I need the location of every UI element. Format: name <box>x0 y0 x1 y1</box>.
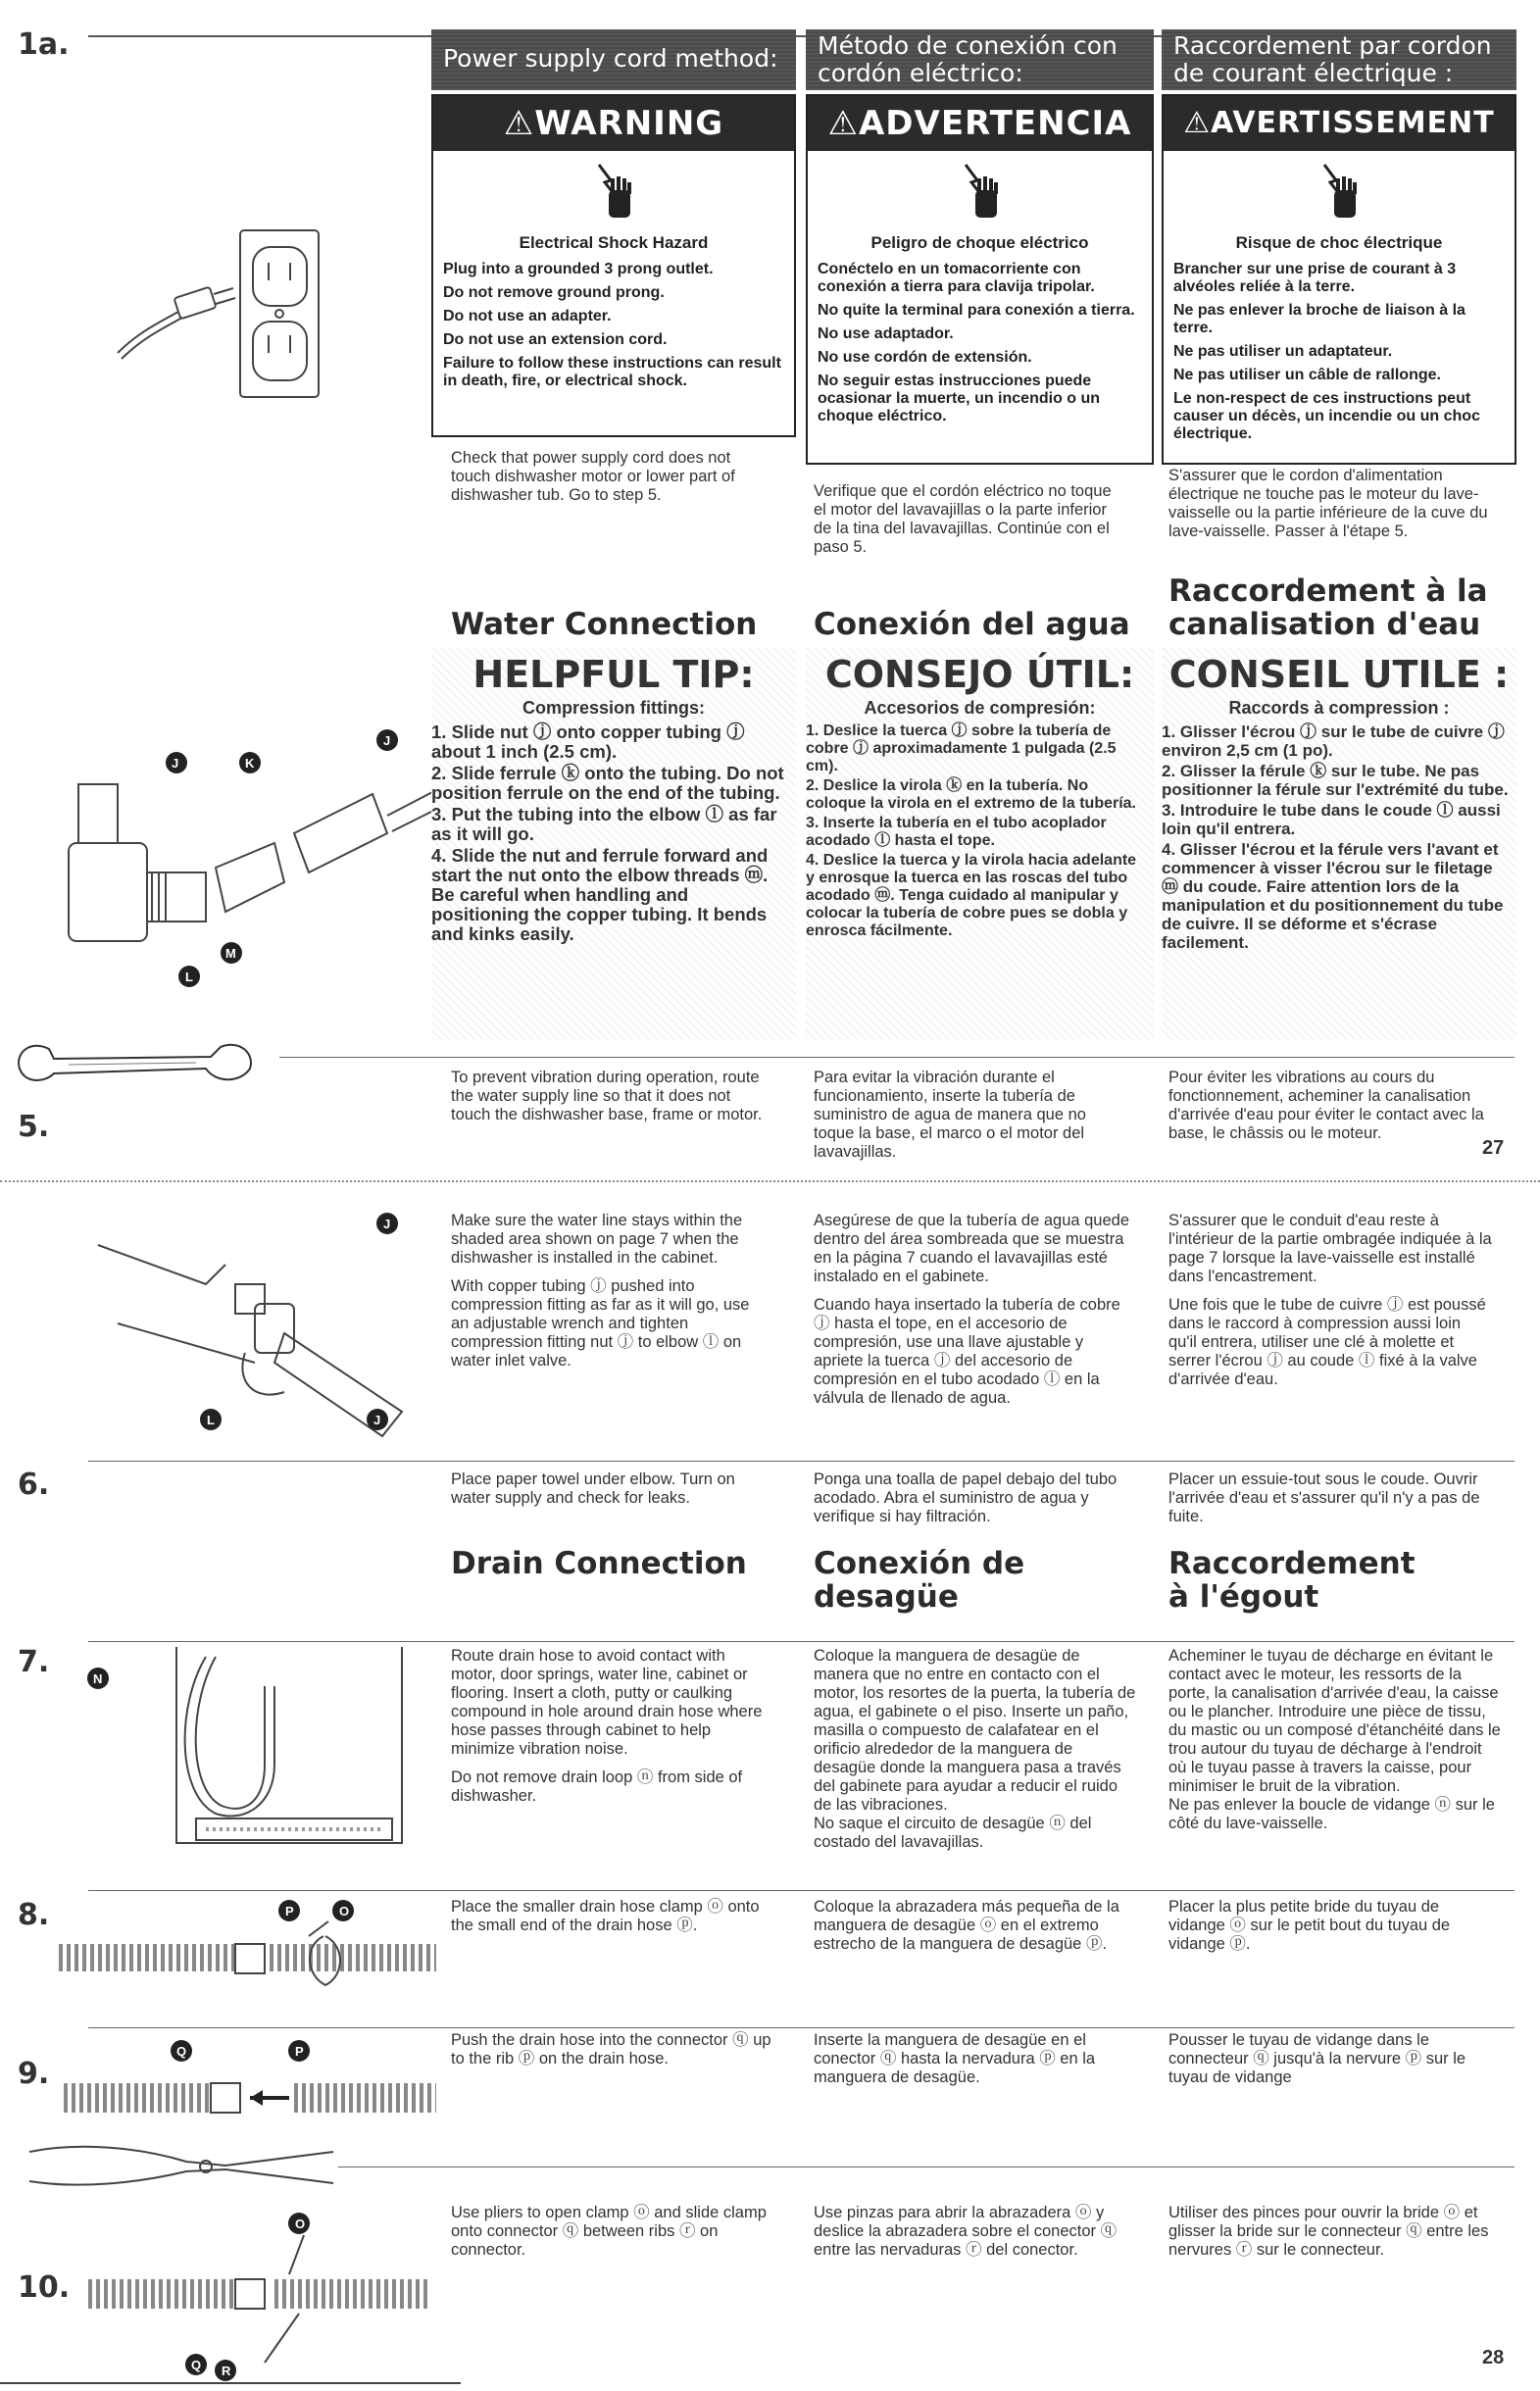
wrench-on-fitting-illustration <box>88 1206 412 1451</box>
callout-q: Q <box>191 2358 202 2372</box>
tip-subtitle-es: Accesorios de compresión: <box>864 698 1096 718</box>
warning-line: Do not use an extension cord. <box>443 331 668 348</box>
tip-item: 2. Deslice la virola ⓚ en la tubería. No coloque la virola en el extremo de la tubería. <box>806 777 1136 812</box>
paragraph: No saque el circuito de desagüe ⓝ del costado del lavavajillas. <box>814 1815 1092 1851</box>
pliers-clamp-illustration <box>78 2206 441 2382</box>
tip-subtitle-en: Compression fittings: <box>522 698 705 718</box>
warning-subtitle-en: Electrical Shock Hazard <box>519 233 709 252</box>
water-connection-heading-fr: Raccordement à la canalisation d'eau <box>1168 573 1488 642</box>
callout-l: L <box>207 1413 215 1427</box>
tip-item: 3. Introduire le tube dans le coude ⓛ aussi loin qu'il entrera. <box>1162 801 1501 838</box>
tip-item: 3. Inserte la tubería en el tubo acoplador acodado ⓛ hasta el tope. <box>806 815 1107 849</box>
callout-o: O <box>295 2217 306 2231</box>
warning-line: Do not remove ground prong. <box>443 284 665 301</box>
step-number-10: 10. <box>18 2270 71 2305</box>
paragraph: S'assurer que le conduit d'eau reste à l'intérieur de la partie ombragée indiquée à la page 7 lorsque la lave-vaisselle est installé dans l'encastrement. <box>1168 1212 1492 1285</box>
callout-l: L <box>185 970 193 984</box>
step7-rule <box>88 1641 1515 1642</box>
step10-text-es: Use pinzas para abrir la abrazadera ⓞ y deslice la abrazadera sobre el conector ⓠ entre las nervaduras ⓡ del conector. <box>814 2204 1118 2259</box>
callout-j: J <box>383 1217 391 1231</box>
step7-text-es <box>814 1647 1137 1852</box>
header-power-cord-es: Método de conexión con cordón eléctrico: <box>806 29 1154 90</box>
paragraph: Route drain hose to avoid contact with motor, door springs, water line, cabinet or flooring. Insert a cloth, putty or caulking compound in hole around drain hose where hose passes through cabinet to help minimize vibration noise. <box>451 1647 763 1758</box>
header-power-cord-fr: Raccordement par cordon de courant électrique : <box>1162 29 1516 90</box>
header-power-cord-en: Power supply cord method: <box>431 29 796 90</box>
helpful-tip-es <box>806 647 1154 1039</box>
tip-item: 3. Put the tubing into the elbow ⓛ as far as it will go. <box>431 804 777 844</box>
tip-item: 2. Glisser la férule ⓚ sur le tube. Ne pas positionner la férule sur l'extrémité du tube. <box>1162 762 1509 799</box>
paragraph: Asegúrese de que la tubería de agua quede dentro del área sombreada que se muestra en la página 7 cuando el lavavajillas esté instalado en el gabinete. <box>814 1212 1130 1285</box>
step-number-8: 8. <box>18 1898 50 1932</box>
step-number-9: 9. <box>18 2057 50 2091</box>
step7-text-en <box>451 1647 774 1806</box>
step5b-text-es <box>814 1212 1137 1408</box>
step5b-text-en <box>451 1212 765 1370</box>
tip-item: 1. Glisser l'écrou ⓙ sur le tube de cuivre ⓙ environ 2,5 cm (1 po). <box>1162 722 1505 760</box>
tip-item: 4. Slide the nut and ferrule forward and start the nut onto the elbow threads ⓜ. Be careful when handling and positioning the copper tubing. It bends and kinks easily. <box>431 845 769 944</box>
callout-q: Q <box>176 2044 187 2059</box>
warning-line: Conéctelo en un tomacorriente con conexión a tierra para clavija tripolar. <box>818 261 1095 295</box>
tip-title-fr: CONSEIL UTILE : <box>1168 653 1510 696</box>
warning-box-es <box>806 94 1154 465</box>
paragraph: Une fois que le tube de cuivre ⓙ est poussé dans le raccord à compression aussi loin qu'il entrera, utiliser une clé à molette et serrer l'écrou ⓙ au coude ⓛ fixé à la valve d'arrivée d'eau. <box>1168 1296 1486 1388</box>
drain-connection-heading-es: Conexión de desagüe <box>814 1546 1025 1615</box>
warning-line: No use cordón de extensión. <box>818 349 1032 366</box>
step-number-6: 6. <box>18 1468 50 1502</box>
warning-box-en <box>431 94 796 437</box>
callout-m: M <box>225 946 236 961</box>
step-number-7: 7. <box>18 1645 50 1679</box>
drain-connection-heading-en: Drain Connection <box>451 1546 747 1581</box>
step7-text-fr <box>1168 1647 1502 1833</box>
warning-box-fr <box>1162 94 1516 465</box>
page-number-28: 28 <box>1482 2347 1505 2368</box>
warning-line: No quite la terminal para conexión a tierra. <box>818 302 1135 319</box>
callout-k: K <box>245 756 255 771</box>
electric-shock-hand-icon <box>591 161 636 222</box>
paragraph: Make sure the water line stays within the shaded area shown on page 7 when the dishwasher is installed in the cabinet. <box>451 1212 743 1267</box>
step10-text-fr: Utiliser des pinces pour ouvrir la bride ⓞ et glisser la bride sur le connecteur ⓠ entre les nervures ⓡ sur le connecteur. <box>1168 2204 1489 2259</box>
electric-shock-hand-icon <box>1316 161 1362 222</box>
step6-text-en: Place paper towel under elbow. Turn on water supply and check for leaks. <box>451 1470 735 1507</box>
callout-o: O <box>339 1904 350 1918</box>
bottom-rule <box>0 2382 461 2384</box>
tip-item: 4. Glisser l'écrou et la férule vers l'avant et commencer à visser l'écrou sur le filetage ⓜ du coude. Faire attention lors de la manipulation et du positionnement du tube de cuivre. Il se déforme et s'écrase facilement. <box>1162 840 1504 952</box>
step8-text-en: Place the smaller drain hose clamp ⓞ onto the small end of the drain hose ⓟ. <box>451 1898 760 1934</box>
cord-check-text-es: Verifique que el cordón eléctrico no toque el motor del lavavajillas o la parte inferior de la tina del lavavajillas. Continúe con el paso 5. <box>814 482 1112 556</box>
callout-j: J <box>373 1413 381 1427</box>
step6-text-fr: Placer un essuie-tout sous le coude. Ouvrir l'arrivée d'eau et s'assurer qu'il n'y a pas de fuite. <box>1168 1470 1480 1525</box>
warning-line: Ne pas utiliser un adaptateur. <box>1173 343 1393 360</box>
step5-text-fr: Pour éviter les vibrations au cours du fonctionnement, acheminer la canalisation d'arrivée d'eau pour éviter le contact avec la base, le châssis ou le moteur. <box>1168 1069 1484 1142</box>
cord-check-text-en: Check that power supply cord does not touch dishwasher motor or lower part of dishwasher tub. Go to step 5. <box>451 449 735 504</box>
warning-line: Do not use an adapter. <box>443 308 612 324</box>
paragraph: Do not remove drain loop ⓝ from side of dishwasher. <box>451 1768 743 1805</box>
step6-text-es: Ponga una toalla de papel debajo del tubo acodado. Abra el suministro de agua y verifique si hay filtración. <box>814 1470 1118 1525</box>
warning-title-en: ⚠WARNING <box>433 96 794 151</box>
callout-r: R <box>222 2364 231 2378</box>
warning-line: Brancher sur une prise de courant à 3 alvéoles reliée à la terre. <box>1173 261 1457 295</box>
step8-text-es: Coloque la abrazadera más pequeña de la manguera de desagüe ⓞ en el extremo estrecho de la manguera de desagüe ⓟ. <box>814 1898 1119 1953</box>
electric-shock-hand-icon <box>958 161 1003 222</box>
warning-line: Failure to follow these instructions can result in death, fire, or electrical shock. <box>443 355 781 389</box>
paragraph: Cuando haya insertado la tubería de cobre ⓙ hasta el tope, en el accesorio de compresión, use una llave ajustable y apriete la tuerca ⓙ del accesorio de compresión en el tubo acodado ⓛ en la válvula de llenado de agua. <box>814 1296 1120 1407</box>
warning-line: Le non-respect de ces instructions peut causer un décès, un incendie ou un choc électrique. <box>1173 390 1480 442</box>
step8-rule <box>88 1890 1515 1891</box>
water-connection-heading-en: Water Connection <box>451 607 758 642</box>
step5b-text-fr <box>1168 1212 1492 1389</box>
step9-text-fr: Pousser le tuyau de vidange dans le connecteur ⓠ jusqu'à la nervure ⓟ sur le tuyau de vidange <box>1168 2031 1466 2086</box>
tip-item: 2. Slide ferrule ⓚ onto the tubing. Do not position ferrule on the end of the tubing. <box>431 763 784 803</box>
warning-line: No seguir estas instrucciones puede ocasionar la muerte, un incendio o un choque eléctrico. <box>818 373 1101 424</box>
paragraph: Coloque la manguera de desagüe de manera que no entre en contacto con el motor, los resortes de la puerta, la tubería de agua, el gabinete o el piso. Inserte un paño, masilla o compuesto de calafatear en el orificio alrededor de la manguera de desagüe donde la manguera pasa a través del gabinete para ayudar a reducir el ruido de las vibraciones. <box>814 1647 1136 1814</box>
step9-text-en: Push the drain hose into the connector ⓠ up to the rib ⓟ on the drain hose. <box>451 2031 771 2067</box>
pliers-icon <box>20 2132 343 2201</box>
outlet-plug-illustration <box>98 225 343 422</box>
step9-text-es: Inserte la manguera de desagüe en el conector ⓠ hasta la nervadura ⓟ en la manguera de desagüe. <box>814 2031 1096 2086</box>
callout-j: J <box>383 733 391 748</box>
warning-subtitle-es: Peligro de choque eléctrico <box>870 233 1089 252</box>
warning-line: Ne pas utiliser un câble de rallonge. <box>1173 367 1441 383</box>
paragraph: Acheminer le tuyau de décharge en évitant le contact avec le moteur, les ressorts de la porte, la canalisation d'arrivée d'eau, la caisse ou le plancher. Introduire une pièce de tissu, du mastic ou un composé d'étanchéité dans le trou autour du tuyau de décharge à l'endroit où le tuyau passe à travers la caisse, pour minimiser le bruit de la vibration. <box>1168 1647 1501 1795</box>
tip-title-es: CONSEJO ÚTIL: <box>824 653 1135 696</box>
warning-title-es: ⚠ADVERTENCIA <box>808 96 1152 151</box>
step5-text-es: Para evitar la vibración durante el funcionamiento, inserte la tubería de suministro de agua de manera que no toque la base, el marco o el motor del lavavajillas. <box>814 1069 1086 1161</box>
paragraph: With copper tubing ⓙ pushed into compression fitting as far as it will go, use an adjustable wrench and tighten compression fitting nut ⓙ to elbow ⓛ on water inlet valve. <box>451 1277 750 1370</box>
paragraph: Ne pas enlever la boucle de vidange ⓝ sur le côté du lave-vaisselle. <box>1168 1796 1495 1832</box>
step-number-5: 5. <box>18 1110 50 1144</box>
tip-item: 1. Slide nut ⓙ onto copper tubing ⓙ about 1 inch (2.5 cm). <box>431 722 745 762</box>
callout-j: J <box>172 756 179 771</box>
drain-loop-illustration <box>78 1647 431 1872</box>
page-divider <box>0 1180 1540 1182</box>
warning-line: Ne pas enlever la broche de liaison à la terre. <box>1173 302 1465 336</box>
cord-check-text-fr: S'assurer que le cordon d'alimentation électrique ne touche pas le moteur du lave-vaisselle ou la partie inférieure de la cuve du lave-vaisselle. Passer à l'étape 5. <box>1168 467 1488 540</box>
tip-item: 4. Deslice la tuerca y la virola hacia adelante y enrosque la tuerca en las roscas del tubo acodado ⓜ. Tenga cuidado al manipular y colocar la tubería de cobre pues se dobla y enrosca fácilmente. <box>806 852 1137 939</box>
helpful-tip-en <box>431 647 796 1039</box>
step5-text-en: To prevent vibration during operation, route the water supply line so that it does not touch the dishwasher base, frame or motor. <box>451 1069 763 1123</box>
step8-text-fr: Placer la plus petite bride du tuyau de vidange ⓞ sur le petit bout du tuyau de vidange ⓟ. <box>1168 1898 1451 1953</box>
helpful-tip-fr <box>1162 647 1516 1039</box>
warning-title-fr: ⚠AVERTISSEMENT <box>1164 96 1515 151</box>
step9-rule <box>88 2027 1515 2028</box>
callout-p: P <box>285 1904 294 1918</box>
water-connection-heading-es: Conexión del agua <box>814 607 1130 642</box>
callout-n: N <box>93 1671 103 1686</box>
step5-rule <box>279 1057 1515 1058</box>
warning-line: No use adaptador. <box>818 325 954 342</box>
tip-subtitle-fr: Raccords à compression : <box>1228 698 1450 718</box>
callout-p: P <box>295 2044 304 2059</box>
tip-title-en: HELPFUL TIP: <box>472 653 755 696</box>
step10-text-en: Use pliers to open clamp ⓞ and slide clamp onto connector ⓠ between ribs ⓡ on connector. <box>451 2204 767 2259</box>
hose-clamp-illustration <box>49 1897 441 2015</box>
step-number-1a: 1a. <box>18 27 70 62</box>
tip-item: 1. Deslice la tuerca ⓙ sobre la tubería de cobre ⓙ aproximadamente 1 pulgada (2.5 cm). <box>806 722 1117 774</box>
warning-subtitle-fr: Risque de choc électrique <box>1235 233 1443 252</box>
step6-rule <box>88 1461 1515 1462</box>
warning-line: Plug into a grounded 3 prong outlet. <box>443 261 714 277</box>
wrench-icon <box>10 1029 265 1098</box>
page-number-27: 27 <box>1482 1137 1505 1159</box>
compression-fitting-illustration <box>49 725 441 1020</box>
drain-connection-heading-fr: Raccordement à l'égout <box>1168 1546 1416 1615</box>
